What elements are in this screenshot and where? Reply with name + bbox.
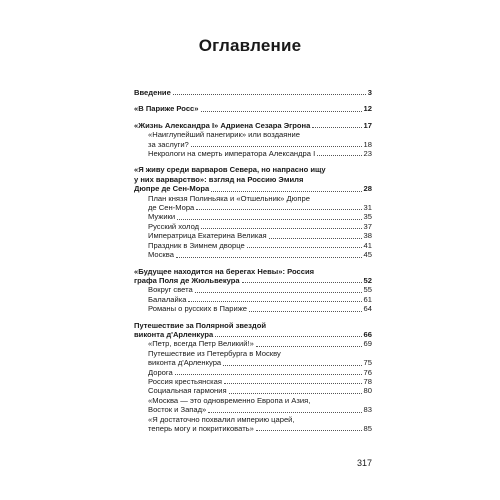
toc-page-number: 28 [363, 184, 372, 194]
toc-page-number: 78 [363, 376, 372, 386]
toc-page-number: 75 [363, 358, 372, 368]
toc-page-number: 18 [363, 139, 372, 149]
page-number: 317 [356, 458, 372, 468]
toc-subentry [134, 386, 372, 395]
toc-page-number: 45 [363, 250, 372, 260]
dot-leader [223, 365, 361, 366]
dot-leader [224, 383, 362, 384]
table-of-contents [134, 88, 372, 440]
toc-page-number: 64 [363, 304, 372, 314]
toc-line: виконта д'Арленкура [134, 329, 214, 339]
toc-line: Москва [148, 250, 174, 260]
toc-heading [134, 165, 372, 193]
toc-subentry [134, 349, 372, 368]
toc-page-number: 55 [363, 285, 372, 295]
toc-line: План князя Полиньяка и «Отшельник» Дюпре [148, 193, 310, 203]
dot-leader [256, 430, 362, 431]
toc-page-number: 35 [363, 212, 372, 222]
dot-leader [201, 228, 361, 229]
toc-line: «Петр, всегда Петр Великий!» [148, 339, 254, 349]
dot-leader [201, 111, 362, 112]
toc-line: «Будущее находится на берегах Невы»: Россия [134, 266, 315, 276]
toc-page-number: 61 [363, 294, 372, 304]
toc-page-number: 66 [363, 329, 372, 339]
toc-line: «В Париже Росс» [134, 104, 199, 114]
toc-line: Дюпре де Сен-Мора [134, 184, 210, 194]
dot-leader [195, 292, 362, 293]
toc-page-number: 38 [363, 231, 372, 241]
toc-entry [134, 165, 372, 259]
toc-line: Императрица Екатерина Великая [148, 231, 267, 241]
toc-line: Некрологи на смерть императора Александра I [148, 149, 316, 159]
toc-heading [134, 267, 372, 286]
toc-subentry [134, 368, 372, 377]
dot-leader [173, 94, 366, 95]
toc-subentry [134, 285, 372, 294]
toc-subentry [134, 250, 372, 259]
toc-line: у них варварство»: взгляд на Россию Эмиля [134, 174, 304, 184]
toc-line: виконта д'Арленкура [148, 358, 222, 368]
toc-page-number: 69 [363, 339, 372, 349]
toc-subentry [134, 304, 372, 313]
toc-line: Социальная гармония [148, 386, 227, 396]
toc-line: «Наиглупейший панегирик» или воздаяние [148, 130, 301, 140]
toc-page-number: 3 [367, 88, 372, 97]
toc-page-number: 31 [363, 203, 372, 213]
dot-leader [208, 412, 361, 413]
toc-heading [134, 121, 372, 130]
toc-line: «Жизнь Александра I» Адриена Сезара Эгрона [134, 120, 311, 130]
toc-subentry [134, 396, 372, 415]
toc-line: Восток и Запад» [148, 405, 207, 415]
toc-subentry [134, 130, 372, 149]
toc-line: «Я живу среди варваров Севера, но напрасно ищу [134, 165, 326, 175]
toc-line: Введение [134, 88, 171, 97]
toc-line: Россия крестьянская [148, 376, 222, 386]
toc-line: Путешествие за Полярной звездой [134, 320, 267, 330]
toc-subentry [134, 149, 372, 158]
toc-page-number: 41 [363, 240, 372, 250]
toc-line: Вокруг света [148, 285, 193, 295]
toc-subentry [134, 231, 372, 240]
toc-subentry [134, 295, 372, 304]
dot-leader [211, 191, 361, 192]
toc-line: Русский холод [148, 221, 200, 231]
toc-page-number: 52 [363, 275, 372, 285]
toc-line: Мужики [148, 212, 176, 222]
toc-page-number: 37 [363, 221, 372, 231]
toc-subentry [134, 241, 372, 250]
toc-page-number: 85 [363, 424, 372, 433]
toc-page-number: 23 [363, 149, 372, 159]
toc-entry [134, 88, 372, 97]
toc-line: за заслуги? [148, 139, 189, 149]
dot-leader [269, 238, 362, 239]
toc-page-number: 76 [363, 367, 372, 377]
toc-subentry [134, 415, 372, 434]
toc-entry [134, 321, 372, 434]
toc-page-number: 12 [363, 104, 372, 114]
dot-leader [177, 219, 361, 220]
toc-entry [134, 121, 372, 159]
toc-page-number: 80 [363, 386, 372, 396]
toc-line: Балалайка [148, 294, 187, 304]
dot-leader [242, 282, 362, 283]
toc-subentry [134, 339, 372, 348]
toc-subentry [134, 194, 372, 213]
dot-leader [256, 346, 362, 347]
dot-leader [312, 127, 361, 128]
toc-subentry [134, 377, 372, 386]
dot-leader [247, 247, 362, 248]
toc-line: Романы о русских в Париже [148, 304, 248, 314]
toc-line: Дорога [148, 367, 173, 377]
dot-leader [249, 311, 362, 312]
dot-leader [191, 146, 362, 147]
toc-subentry [134, 212, 372, 221]
toc-heading [134, 321, 372, 340]
toc-line: де Сен-Мора [148, 203, 195, 213]
toc-page-number: 17 [363, 120, 372, 130]
dot-leader [175, 374, 362, 375]
dot-leader [188, 301, 361, 302]
dot-leader [176, 257, 362, 258]
dot-leader [215, 336, 361, 337]
toc-line: графа Поля де Жюльвекура [134, 275, 240, 285]
page-title: Оглавление [198, 36, 302, 55]
toc-heading [134, 88, 372, 97]
toc-line: Праздник в Зимнем дворце [148, 240, 245, 250]
toc-entry [134, 267, 372, 314]
toc-line: Путешествие из Петербурга в Москву [148, 348, 281, 358]
dot-leader [229, 393, 362, 394]
toc-heading [134, 104, 372, 113]
toc-line: «Я достаточно похвалил империю царей, [148, 414, 295, 424]
toc-line: «Москва — это одновременно Европа и Азия, [148, 395, 311, 405]
toc-line: теперь могу и покритиковать» [148, 424, 254, 433]
toc-page-number: 83 [363, 405, 372, 415]
toc-subentry [134, 222, 372, 231]
dot-leader [196, 209, 361, 210]
toc-entry [134, 104, 372, 113]
dot-leader [317, 155, 361, 156]
